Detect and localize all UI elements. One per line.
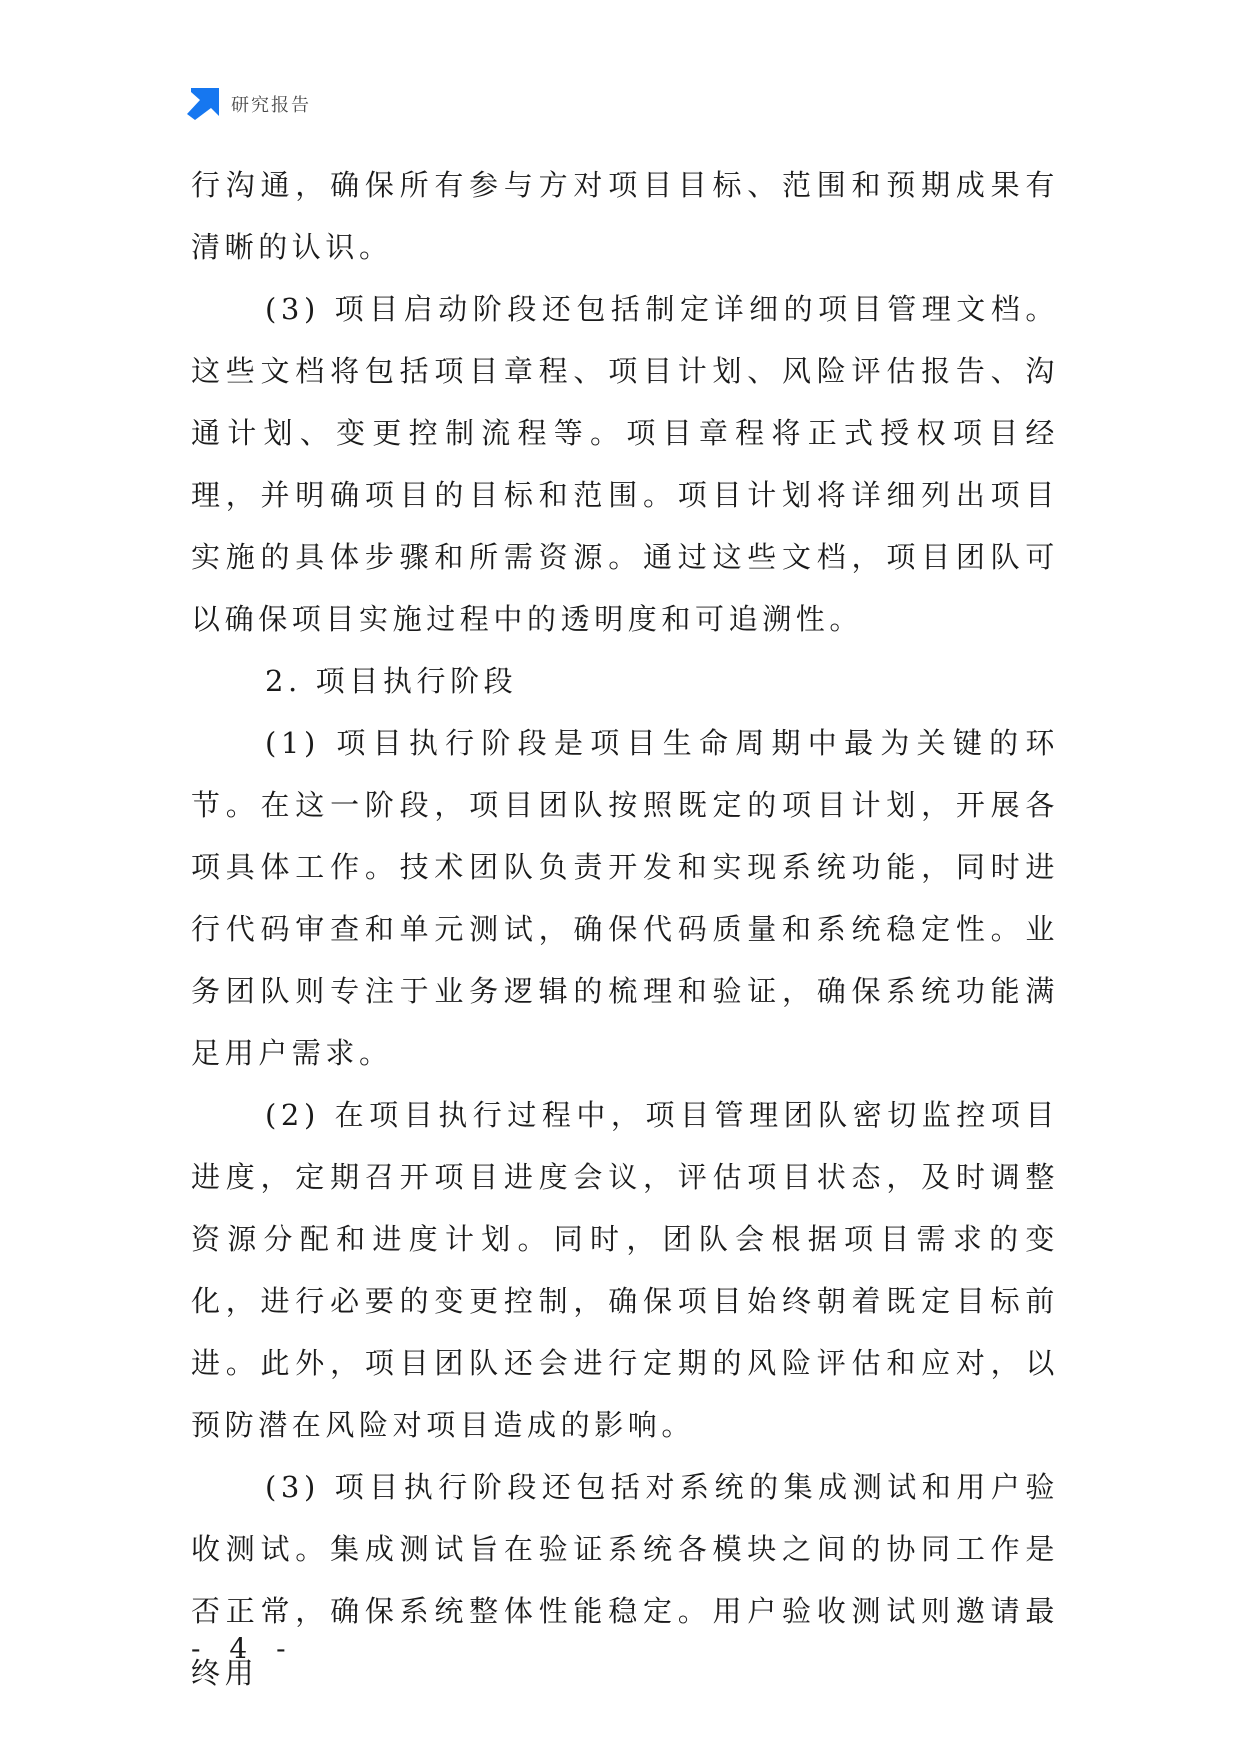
page-number: - 4 - [191,1632,296,1665]
paragraph-execution-item-2: (2) 在项目执行过程中，项目管理团队密切监控项目进度，定期召开项目进度会议，评估项目状态，及时调整资源分配和进度计划。同时，团队会根据项目需求的变化，进行必要的变更控制，确保项目始终朝着既定目标前进。此外，项目团队还会进行定期的风险评估和应对，以预防潜在风险对项目造成的影响。 [191,1098,1059,1442]
paragraph-execution-item-1: (1) 项目执行阶段是项目生命周期中最为关键的环节。在这一阶段，项目团队按照既定的项目计划，开展各项具体工作。技术团队负责开发和实现系统功能，同时进行代码审查和单元测试，确保代码质量和系统稳定性。业务团队则专注于业务逻辑的梳理和验证，确保系统功能满足用户需求。 [191,726,1059,1070]
paragraph-execution-item-3: (3) 项目执行阶段还包括对系统的集成测试和用户验收测试。集成测试旨在验证系统各模块之间的协同工作是否正常，确保系统整体性能稳定。用户验收测试则邀请最终用 [191,1470,1059,1690]
paragraph-startup-item-3: (3) 项目启动阶段还包括制定详细的项目管理文档。这些文档将包括项目章程、项目计划、风险评估报告、沟通计划、变更控制流程等。项目章程将正式授权项目经理，并明确项目的目标和范围。项目计划将详细列出项目实施的具体步骤和所需资源。通过这些文档，项目团队可以确保项目实施过程中的透明度和可追溯性。 [191,292,1059,636]
paragraph-continuation: 行沟通，确保所有参与方对项目目标、范围和预期成果有清晰的认识。 [191,168,1059,264]
document-header [187,88,311,120]
document-body [191,154,1059,1704]
section-heading-execution-phase: 2. 项目执行阶段 [265,664,518,698]
header-title: 研究报告 [231,95,311,116]
arrow-up-right-logo-icon [187,88,219,120]
